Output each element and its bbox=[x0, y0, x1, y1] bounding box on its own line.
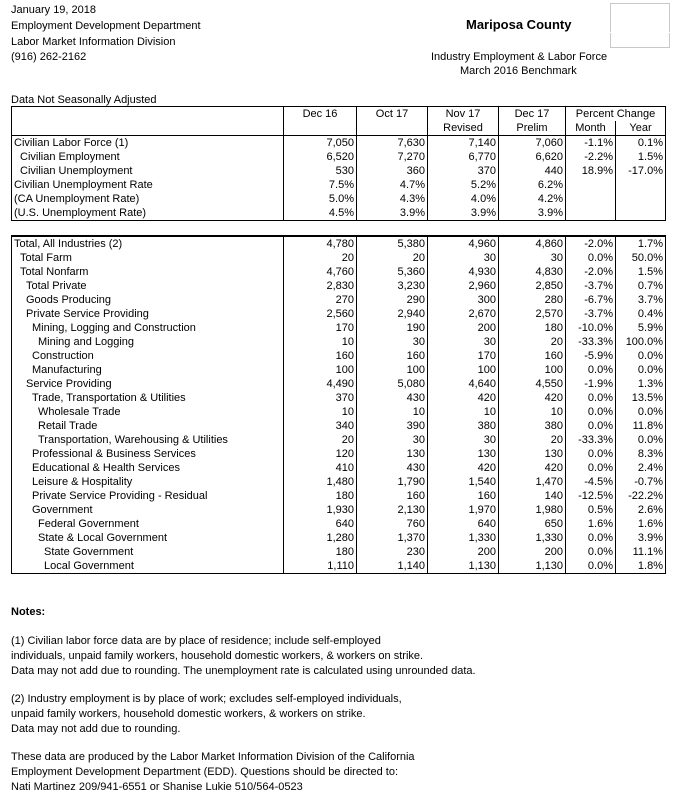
table-row bbox=[12, 447, 666, 461]
row-value: 0.0% bbox=[566, 419, 616, 433]
row-value bbox=[616, 192, 666, 206]
row-value: 2,560 bbox=[284, 307, 357, 321]
empty-cell-box bbox=[610, 3, 670, 32]
row-value: 4,640 bbox=[428, 377, 499, 391]
row-value: 5.2% bbox=[428, 178, 499, 192]
row-value: 0.7% bbox=[616, 279, 666, 293]
row-value: 100.0% bbox=[616, 335, 666, 349]
row-value: 4.3% bbox=[357, 192, 428, 206]
row-value: 10 bbox=[499, 405, 566, 419]
row-value: -6.7% bbox=[566, 293, 616, 307]
table-row bbox=[12, 321, 666, 335]
note-1-line-3: Data may not add due to rounding. The unemployment rate is calculated using unrounded data. bbox=[11, 665, 476, 677]
row-value: 4,780 bbox=[284, 236, 357, 251]
row-value: -1.1% bbox=[566, 136, 616, 151]
row-value: 340 bbox=[284, 419, 357, 433]
row-label: Civilian Unemployment bbox=[20, 165, 133, 177]
table-row bbox=[12, 419, 666, 433]
col-subheader-revised: Revised bbox=[428, 121, 499, 136]
row-label: (U.S. Unemployment Rate) bbox=[14, 207, 147, 219]
row-value: 530 bbox=[284, 164, 357, 178]
row-value: 100 bbox=[428, 363, 499, 377]
row-value: 380 bbox=[428, 419, 499, 433]
row-label: Mining and Logging bbox=[38, 336, 135, 348]
col-header-percent-change: Percent Change bbox=[566, 107, 666, 122]
row-value: 1.3% bbox=[616, 377, 666, 391]
row-value: 0.0% bbox=[616, 349, 666, 363]
row-value bbox=[566, 206, 616, 221]
row-value: 30 bbox=[428, 335, 499, 349]
row-value: 7.5% bbox=[284, 178, 357, 192]
table-row bbox=[12, 363, 666, 377]
row-value: -1.9% bbox=[566, 377, 616, 391]
row-value: -22.2% bbox=[616, 489, 666, 503]
table-row bbox=[12, 433, 666, 447]
note-3-line-3: Nati Martinez 209/941-6551 or Shanise Lukie 510/564-0523 bbox=[11, 781, 303, 793]
row-value: 370 bbox=[284, 391, 357, 405]
row-value: 2.6% bbox=[616, 503, 666, 517]
row-value: 8.3% bbox=[616, 447, 666, 461]
table-row bbox=[12, 136, 666, 151]
row-value: 1.7% bbox=[616, 236, 666, 251]
row-value: 5,360 bbox=[357, 265, 428, 279]
row-value: 5,080 bbox=[357, 377, 428, 391]
row-value: 410 bbox=[284, 461, 357, 475]
row-value: 4.0% bbox=[428, 192, 499, 206]
row-value: 130 bbox=[428, 447, 499, 461]
row-value: 130 bbox=[357, 447, 428, 461]
row-value: 300 bbox=[428, 293, 499, 307]
row-value: 7,630 bbox=[357, 136, 428, 151]
row-value: 160 bbox=[284, 349, 357, 363]
row-value: 180 bbox=[499, 321, 566, 335]
row-label: State & Local Government bbox=[38, 532, 168, 544]
row-value: 4,960 bbox=[428, 236, 499, 251]
row-value: 2,830 bbox=[284, 279, 357, 293]
row-value: 640 bbox=[284, 517, 357, 531]
row-value: 420 bbox=[499, 461, 566, 475]
row-label: Private Service Providing - Residual bbox=[32, 490, 208, 502]
row-value: 10 bbox=[428, 405, 499, 419]
row-value: 1,480 bbox=[284, 475, 357, 489]
row-value: 0.0% bbox=[566, 363, 616, 377]
table-row bbox=[12, 192, 666, 206]
row-value: 100 bbox=[499, 363, 566, 377]
row-value: 20 bbox=[357, 251, 428, 265]
row-value: -2.0% bbox=[566, 236, 616, 251]
row-label: Total Nonfarm bbox=[20, 266, 89, 278]
row-value: 1,370 bbox=[357, 531, 428, 545]
row-value bbox=[566, 192, 616, 206]
row-value: 0.0% bbox=[566, 531, 616, 545]
row-value: -12.5% bbox=[566, 489, 616, 503]
row-value: 0.5% bbox=[566, 503, 616, 517]
row-value: -17.0% bbox=[616, 164, 666, 178]
table-row bbox=[12, 178, 666, 192]
row-value bbox=[566, 178, 616, 192]
table-row bbox=[12, 265, 666, 279]
row-value: 4.7% bbox=[357, 178, 428, 192]
row-value: -4.5% bbox=[566, 475, 616, 489]
benchmark-label: March 2016 Benchmark bbox=[460, 65, 577, 77]
row-value: 0.4% bbox=[616, 307, 666, 321]
row-value: 13.5% bbox=[616, 391, 666, 405]
row-value: 640 bbox=[428, 517, 499, 531]
row-value: 3,230 bbox=[357, 279, 428, 293]
table-row bbox=[12, 503, 666, 517]
row-label: Construction bbox=[32, 350, 94, 362]
row-value: 3.9% bbox=[357, 206, 428, 221]
row-value: 2,940 bbox=[357, 307, 428, 321]
row-value: 370 bbox=[428, 164, 499, 178]
row-label: Service Providing bbox=[26, 378, 112, 390]
table-row bbox=[12, 251, 666, 265]
col-header-nov17: Nov 17 bbox=[428, 107, 499, 122]
row-value: 290 bbox=[357, 293, 428, 307]
row-value: 30 bbox=[357, 433, 428, 447]
row-value: 1,130 bbox=[499, 559, 566, 574]
row-value: 420 bbox=[499, 391, 566, 405]
row-value: 1.5% bbox=[616, 265, 666, 279]
table-row bbox=[12, 164, 666, 178]
row-value: 650 bbox=[499, 517, 566, 531]
row-label: Government bbox=[32, 504, 93, 516]
row-value: 430 bbox=[357, 461, 428, 475]
notes-heading: Notes: bbox=[11, 606, 46, 618]
row-label: Trade, Transportation & Utilities bbox=[32, 392, 186, 404]
row-label: Total Private bbox=[26, 280, 87, 292]
table-row bbox=[12, 475, 666, 489]
table-row bbox=[12, 293, 666, 307]
department-name: Employment Development Department bbox=[11, 20, 201, 32]
table-row bbox=[12, 307, 666, 321]
row-value: 10 bbox=[284, 405, 357, 419]
row-value: 50.0% bbox=[616, 251, 666, 265]
row-value: 1,110 bbox=[284, 559, 357, 574]
row-value: 4.2% bbox=[499, 192, 566, 206]
row-value: -3.7% bbox=[566, 279, 616, 293]
row-value: 11.8% bbox=[616, 419, 666, 433]
row-value: 2,130 bbox=[357, 503, 428, 517]
row-value: 0.0% bbox=[616, 405, 666, 419]
row-label: (CA Unemployment Rate) bbox=[14, 193, 140, 205]
row-value: 130 bbox=[499, 447, 566, 461]
row-value: -33.3% bbox=[566, 335, 616, 349]
row-value: 4,760 bbox=[284, 265, 357, 279]
row-value: 6,770 bbox=[428, 150, 499, 164]
row-value: 100 bbox=[284, 363, 357, 377]
col-header-dec17: Dec 17 bbox=[499, 107, 566, 122]
note-2-line-1: (2) Industry employment is by place of work; excludes self-employed individuals, bbox=[11, 693, 402, 705]
row-value: 2,960 bbox=[428, 279, 499, 293]
report-date: January 19, 2018 bbox=[11, 4, 97, 16]
row-value: 170 bbox=[428, 349, 499, 363]
table-row bbox=[12, 545, 666, 559]
table-row bbox=[12, 405, 666, 419]
row-value: 3.9% bbox=[616, 531, 666, 545]
col-subheader-month: Month bbox=[566, 121, 616, 136]
table-row bbox=[12, 531, 666, 545]
row-value: 0.1% bbox=[616, 136, 666, 151]
row-label: Educational & Health Services bbox=[32, 462, 180, 474]
row-value: 1,980 bbox=[499, 503, 566, 517]
row-value: 160 bbox=[357, 489, 428, 503]
row-value: 1,790 bbox=[357, 475, 428, 489]
table-row bbox=[12, 489, 666, 503]
note-1-line-2: individuals, unpaid family workers, household domestic workers, & workers on strike. bbox=[11, 650, 424, 662]
table-row bbox=[12, 335, 666, 349]
row-value: 4.5% bbox=[284, 206, 357, 221]
row-value: 18.9% bbox=[566, 164, 616, 178]
row-value: 360 bbox=[357, 164, 428, 178]
col-header-dec16: Dec 16 bbox=[284, 107, 357, 122]
row-value: -5.9% bbox=[566, 349, 616, 363]
row-value: 20 bbox=[499, 433, 566, 447]
row-label: Wholesale Trade bbox=[38, 406, 121, 418]
row-label: Civilian Employment bbox=[20, 151, 120, 163]
row-value: 180 bbox=[284, 545, 357, 559]
col-subheader-year: Year bbox=[616, 121, 666, 136]
report-subtitle: Industry Employment & Labor Force bbox=[431, 51, 608, 63]
row-value: 4,490 bbox=[284, 377, 357, 391]
row-value: 190 bbox=[357, 321, 428, 335]
row-value: 6,520 bbox=[284, 150, 357, 164]
row-value: 180 bbox=[284, 489, 357, 503]
row-value: 760 bbox=[357, 517, 428, 531]
row-value: 30 bbox=[428, 433, 499, 447]
row-label: Private Service Providing bbox=[26, 308, 149, 320]
table-row bbox=[12, 150, 666, 164]
row-label: Professional & Business Services bbox=[32, 448, 196, 460]
row-value: 10 bbox=[284, 335, 357, 349]
row-value: 160 bbox=[499, 349, 566, 363]
phone-number: (916) 262-2162 bbox=[11, 51, 87, 63]
row-value: 2,670 bbox=[428, 307, 499, 321]
row-value: 5,380 bbox=[357, 236, 428, 251]
employment-table bbox=[11, 106, 666, 221]
row-label: Civilian Labor Force (1) bbox=[14, 137, 129, 149]
row-value: 420 bbox=[428, 391, 499, 405]
row-value: 20 bbox=[284, 433, 357, 447]
row-value: 3.9% bbox=[499, 206, 566, 221]
row-value: 3.9% bbox=[428, 206, 499, 221]
row-value: 1.5% bbox=[616, 150, 666, 164]
row-value: 420 bbox=[428, 461, 499, 475]
table-row bbox=[12, 349, 666, 363]
table-row bbox=[12, 236, 666, 251]
row-value: 30 bbox=[499, 251, 566, 265]
row-value bbox=[616, 206, 666, 221]
row-value: 1.6% bbox=[616, 517, 666, 531]
col-header-oct17: Oct 17 bbox=[357, 107, 428, 122]
row-value: 160 bbox=[428, 489, 499, 503]
row-value: 200 bbox=[428, 321, 499, 335]
row-label: Local Government bbox=[44, 560, 134, 572]
row-label: Civilian Unemployment Rate bbox=[14, 179, 153, 191]
row-value: 30 bbox=[357, 335, 428, 349]
table-row bbox=[12, 206, 666, 221]
row-value: 20 bbox=[499, 335, 566, 349]
table-row bbox=[12, 461, 666, 475]
row-value: 1,130 bbox=[428, 559, 499, 574]
row-label: Total, All Industries (2) bbox=[14, 238, 123, 250]
row-value: 1,540 bbox=[428, 475, 499, 489]
row-value: 4,930 bbox=[428, 265, 499, 279]
row-value: 380 bbox=[499, 419, 566, 433]
row-value: 4,860 bbox=[499, 236, 566, 251]
note-3-line-2: Employment Development Department (EDD). Questions should be directed to: bbox=[11, 766, 399, 778]
row-value: 390 bbox=[357, 419, 428, 433]
row-value: -3.7% bbox=[566, 307, 616, 321]
row-value: -2.0% bbox=[566, 265, 616, 279]
row-value: 0.0% bbox=[616, 363, 666, 377]
row-value: 270 bbox=[284, 293, 357, 307]
row-value: 0.0% bbox=[566, 405, 616, 419]
row-value: 30 bbox=[428, 251, 499, 265]
row-value: 7,140 bbox=[428, 136, 499, 151]
row-value: 0.0% bbox=[566, 461, 616, 475]
row-value: 4,550 bbox=[499, 377, 566, 391]
row-value: 440 bbox=[499, 164, 566, 178]
row-value: 4,830 bbox=[499, 265, 566, 279]
table-row bbox=[12, 279, 666, 293]
row-value: 5.0% bbox=[284, 192, 357, 206]
row-value: 0.0% bbox=[566, 391, 616, 405]
row-value: 0.0% bbox=[566, 545, 616, 559]
row-value: 170 bbox=[284, 321, 357, 335]
county-title: Mariposa County bbox=[466, 17, 572, 32]
table-row bbox=[12, 559, 666, 574]
row-label: State Government bbox=[44, 546, 134, 558]
row-label: Manufacturing bbox=[32, 364, 102, 376]
row-value: -10.0% bbox=[566, 321, 616, 335]
row-value: 0.0% bbox=[566, 251, 616, 265]
row-value: 1,970 bbox=[428, 503, 499, 517]
row-value: 1,330 bbox=[428, 531, 499, 545]
row-value: 1,280 bbox=[284, 531, 357, 545]
row-label: Mining, Logging and Construction bbox=[32, 322, 196, 334]
row-value: 0.0% bbox=[566, 559, 616, 574]
row-value: 7,060 bbox=[499, 136, 566, 151]
row-value: 100 bbox=[357, 363, 428, 377]
row-value: 280 bbox=[499, 293, 566, 307]
row-label: Transportation, Warehousing & Utilities bbox=[38, 434, 228, 446]
division-name: Labor Market Information Division bbox=[11, 36, 176, 48]
row-value: 2,850 bbox=[499, 279, 566, 293]
row-value: 11.1% bbox=[616, 545, 666, 559]
row-value: 1,470 bbox=[499, 475, 566, 489]
row-value: 200 bbox=[428, 545, 499, 559]
row-value: 7,270 bbox=[357, 150, 428, 164]
row-value: -0.7% bbox=[616, 475, 666, 489]
seasonal-adjustment-note: Data Not Seasonally Adjusted bbox=[11, 94, 157, 106]
row-value: 430 bbox=[357, 391, 428, 405]
row-value: 140 bbox=[499, 489, 566, 503]
row-value: 2,570 bbox=[499, 307, 566, 321]
row-label: Goods Producing bbox=[26, 294, 111, 306]
row-value: 6.2% bbox=[499, 178, 566, 192]
row-value: 3.7% bbox=[616, 293, 666, 307]
row-value: 200 bbox=[499, 545, 566, 559]
row-value: 1.6% bbox=[566, 517, 616, 531]
row-value bbox=[616, 178, 666, 192]
industry-table bbox=[11, 235, 666, 574]
table-row bbox=[12, 517, 666, 531]
row-value: 1,930 bbox=[284, 503, 357, 517]
row-value: 0.0% bbox=[566, 447, 616, 461]
row-value: 0.0% bbox=[616, 433, 666, 447]
row-value: 6,620 bbox=[499, 150, 566, 164]
row-label: Total Farm bbox=[20, 252, 72, 264]
row-value: 5.9% bbox=[616, 321, 666, 335]
table-row bbox=[12, 377, 666, 391]
col-subheader-prelim: Prelim bbox=[499, 121, 566, 136]
row-value: 1,330 bbox=[499, 531, 566, 545]
note-2-line-2: unpaid family workers, household domestic workers, & workers on strike. bbox=[11, 708, 366, 720]
note-3-line-1: These data are produced by the Labor Market Information Division of the California bbox=[11, 751, 415, 763]
table-row bbox=[12, 391, 666, 405]
row-value: 120 bbox=[284, 447, 357, 461]
row-value: -2.2% bbox=[566, 150, 616, 164]
row-value: 1,140 bbox=[357, 559, 428, 574]
row-value: 1.8% bbox=[616, 559, 666, 574]
row-value: 7,050 bbox=[284, 136, 357, 151]
row-label: Leisure & Hospitality bbox=[32, 476, 133, 488]
row-value: 160 bbox=[357, 349, 428, 363]
row-value: 2.4% bbox=[616, 461, 666, 475]
row-label: Federal Government bbox=[38, 518, 139, 530]
note-1-line-1: (1) Civilian labor force data are by place of residence; include self-employed bbox=[11, 635, 381, 647]
row-label: Retail Trade bbox=[38, 420, 98, 432]
row-value: 20 bbox=[284, 251, 357, 265]
note-2-line-3: Data may not add due to rounding. bbox=[11, 723, 181, 735]
empty-cell-box-2 bbox=[610, 33, 670, 48]
row-value: 10 bbox=[357, 405, 428, 419]
row-value: 230 bbox=[357, 545, 428, 559]
row-value: -33.3% bbox=[566, 433, 616, 447]
